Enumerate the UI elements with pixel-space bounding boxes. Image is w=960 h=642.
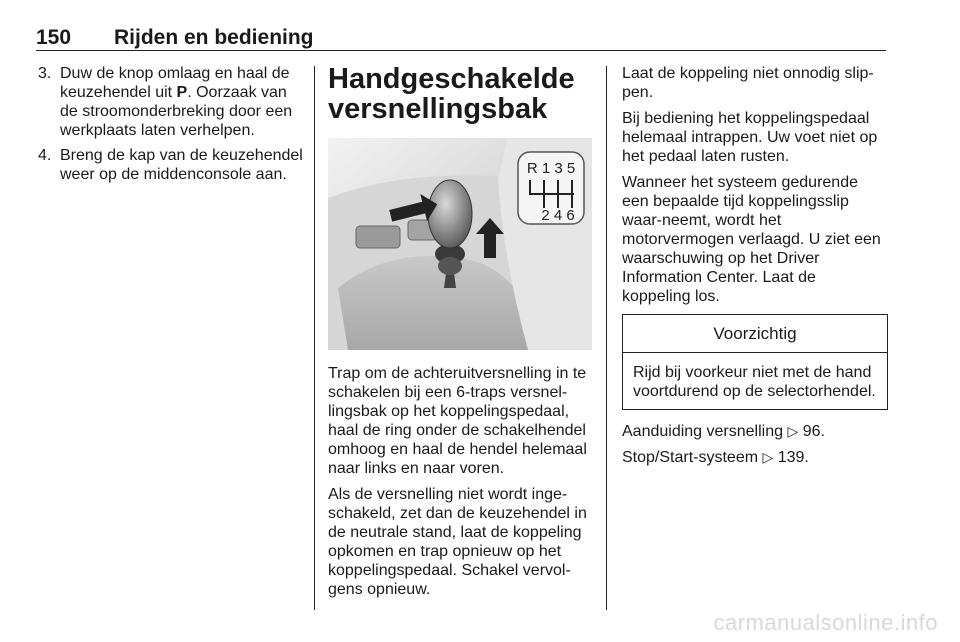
header-rule	[36, 50, 886, 51]
step-text: Breng de kap van de keuzehendel weer op de middenconsole aan.	[60, 147, 303, 183]
step-text: Duw de knop omlaag en haal de keuzehendel uit P. Oorzaak van de stroomonderbreking door een werkplaats laten verhelpen.	[60, 65, 293, 139]
step-number: 3.	[38, 65, 52, 82]
shift-pattern-bottom: 2 4 6	[541, 207, 575, 224]
paragraph: Laat de koppeling niet onnodig slip-pen.	[622, 65, 874, 101]
page-header	[36, 26, 886, 52]
gear-shift-illustration	[328, 138, 592, 350]
paragraph: Als de versnelling niet wordt inge-schakeld, zet dan de keuzehendel in de neutrale stand, laat de koppeling opkomen en trap opnieuw op het koppelingspedaal. Schakel vervol-gens opnieuw.	[328, 486, 587, 598]
paragraph: Wanneer het systeem gedurende een bepaalde tijd koppelingsslip waar-neemt, wordt het motorvermogen verlaagd. U ziet een waarschuwing op het Driver Information Center. Laat de koppeling los.	[622, 174, 881, 305]
reference-arrow-icon: ▷	[762, 449, 774, 465]
steps-list	[38, 64, 306, 184]
reference-arrow-icon: ▷	[787, 423, 799, 439]
page-number: 150	[36, 26, 72, 49]
caution-title: Voorzichtig	[623, 315, 887, 353]
paragraph: Bij bediening het koppelingspedaal helemaal intrappen. Uw voet niet op het pedaal laten rusten.	[622, 110, 878, 165]
shift-pattern-top: R 1 3 5	[526, 160, 576, 177]
column-2	[328, 64, 592, 606]
cross-reference[interactable]: Stop/Start-systeem ▷ 139.	[622, 449, 809, 466]
column-3	[622, 64, 888, 474]
watermark: carmanualsonline.info	[713, 610, 938, 635]
chapter-title: Rijden en bediening	[114, 26, 314, 49]
column-divider-2	[606, 66, 607, 610]
gear-position-label: P	[176, 84, 188, 101]
column-divider-1	[314, 66, 315, 610]
cross-reference[interactable]: Aanduiding versnelling ▷ 96.	[622, 423, 825, 440]
list-item	[38, 64, 306, 140]
step-number: 4.	[38, 147, 52, 164]
caution-box	[622, 314, 888, 410]
column-1	[38, 64, 306, 190]
caution-body: Rijd bij voorkeur niet met de hand voortdurend op de selectorhendel.	[633, 364, 876, 400]
list-item	[38, 146, 306, 184]
paragraph: Trap om de achteruitversnelling in te schakelen bij een 6-traps versnel-lingsbak op het koppelingspedaal, haal de ring onder de schakelhendel omhoog en haal de hendel helemaal naar links en naar voren.	[328, 365, 587, 477]
section-title: Handgeschakelde versnellingsbak	[328, 63, 575, 125]
